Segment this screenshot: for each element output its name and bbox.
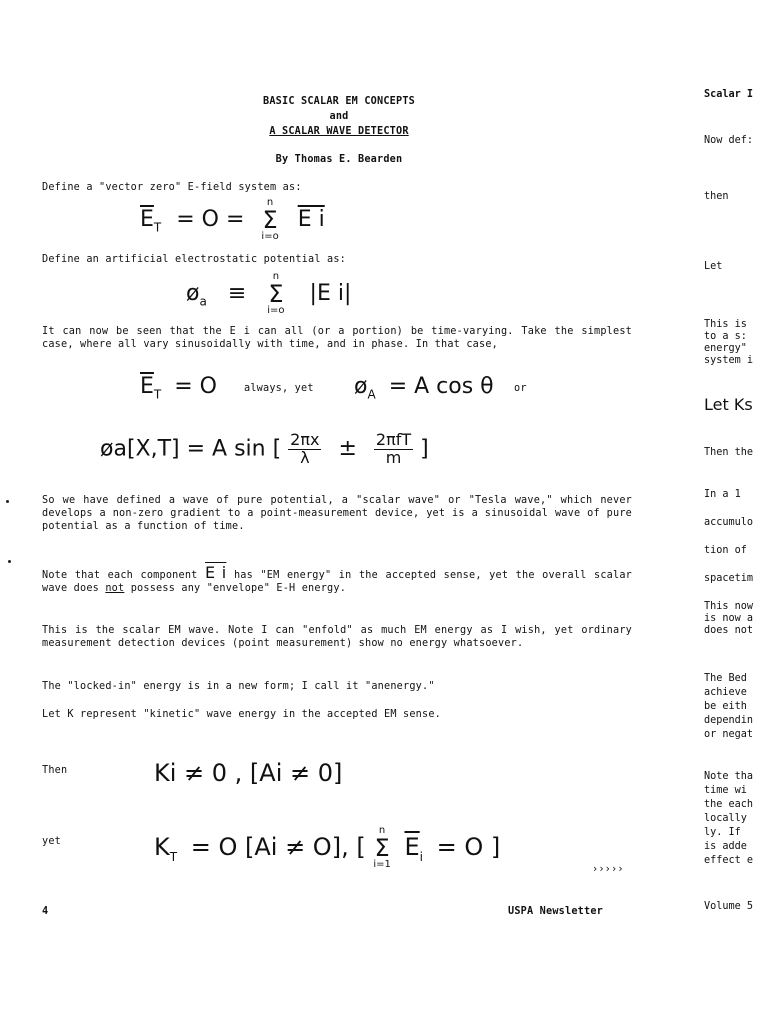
title-line-3: A SCALAR WAVE DETECTOR — [269, 126, 409, 137]
right-line: accumulo — [704, 517, 754, 528]
title-line-1: BASIC SCALAR EM CONCEPTS — [262, 96, 415, 107]
title-line-2: and — [329, 111, 349, 122]
right-line: or negat — [704, 729, 754, 740]
margin-mark — [6, 500, 9, 503]
right-line: is now a — [704, 613, 754, 624]
right-line: does not — [704, 625, 754, 636]
equation-4: øa[X,T] = A sin [ $\frac{2\pi x}{\lambda}$ ± $\frac{\text{2πfT}}{m}$ ] — [100, 430, 429, 467]
equation-3b: $ø_A = A$ cos θ — [354, 374, 494, 402]
always-yet-text: always, yet — [244, 383, 314, 394]
equation-5: Ki ≠ 0 , [Ai ≠ 0] — [154, 759, 343, 787]
right-line: then — [704, 191, 729, 202]
right-line: Now def: — [704, 135, 754, 146]
right-line: Note tha — [704, 771, 754, 782]
para-define-vector: Define a "vector zero" E-field system as: — [42, 182, 302, 193]
right-line: This now — [704, 601, 754, 612]
continue-arrows: ››››› — [592, 864, 624, 875]
right-line: In a 1 — [704, 489, 741, 500]
right-line: The Bed — [704, 673, 747, 684]
right-line: achieve — [704, 687, 747, 698]
right-line: effect e — [704, 855, 754, 866]
right-line: dependin — [704, 715, 754, 726]
right-line: is adde — [704, 841, 747, 852]
equation-6: $K_T = O$ [Ai ≠ O], [ n Σ i=1 $\overline{E}_i = O$ ] — [154, 825, 501, 870]
or-text: or — [514, 383, 527, 394]
equation-2: $ø_a$ ≡ n Σ i=o |E i| — [186, 271, 352, 316]
right-line: spacetim — [704, 573, 754, 584]
right-line: ly. If — [704, 827, 741, 838]
right-header: Scalar I — [704, 89, 754, 100]
equation-1: $\overline{E}_T = O$ = n Σ i=o E i — [140, 197, 325, 242]
right-footer: Volume 5 — [704, 901, 754, 912]
para-time-varying: It can now be seen that the E i can all (or a portion) be time-varying. Take the simplest case, where all vary sinusoidally with time, and in phase. In that case, — [42, 326, 632, 350]
right-line: be eith — [704, 701, 747, 712]
right-line: time wi — [704, 785, 747, 796]
margin-mark — [8, 560, 11, 563]
para-define-potential: Define an artificial electrostatic potential as: — [42, 254, 347, 265]
right-line: locally — [704, 813, 747, 824]
right-line: Let — [704, 261, 723, 272]
equation-3: $\overline{E}_T = O$ — [140, 374, 217, 402]
right-line: This is — [704, 319, 747, 330]
right-line: energy" — [704, 343, 747, 354]
para-let-k: Let K represent "kinetic" wave energy in the accepted EM sense. — [42, 709, 442, 720]
byline: By Thomas E. Bearden — [275, 154, 403, 165]
para-note-component: Note that each component E i has "EM energy" in the accepted sense, yet the overall scalar wave does not possess any "envelope" E-H energy. — [42, 563, 633, 594]
right-line: system i — [704, 355, 754, 366]
right-line: the each — [704, 799, 754, 810]
right-line: tion of — [704, 545, 747, 556]
para-enfold: This is the scalar EM wave. Note I can "enfold" as much EM energy as I wish, yet ordinary measurement detection devices (point measurement) show no energy whatsoever. — [42, 625, 632, 649]
para-scalar-wave: So we have defined a wave of pure potential, a "scalar wave" or "Tesla wave," which never develops a non-zero gradient to a point-measurement device, yet is a sinusoidal wave of pure potential as a function of time. — [42, 495, 632, 532]
para-locked-in: The "locked-in" energy is in a new form; I call it "anenergy." — [42, 681, 435, 692]
right-line: Let Ks — [704, 395, 753, 414]
right-line: Then the — [704, 447, 754, 458]
right-line: to a s: — [704, 331, 747, 342]
publication-name: USPA Newsletter — [508, 906, 604, 917]
page-number: 4 — [42, 906, 49, 917]
yet-label: yet — [42, 836, 62, 847]
then-label: Then — [42, 765, 68, 776]
